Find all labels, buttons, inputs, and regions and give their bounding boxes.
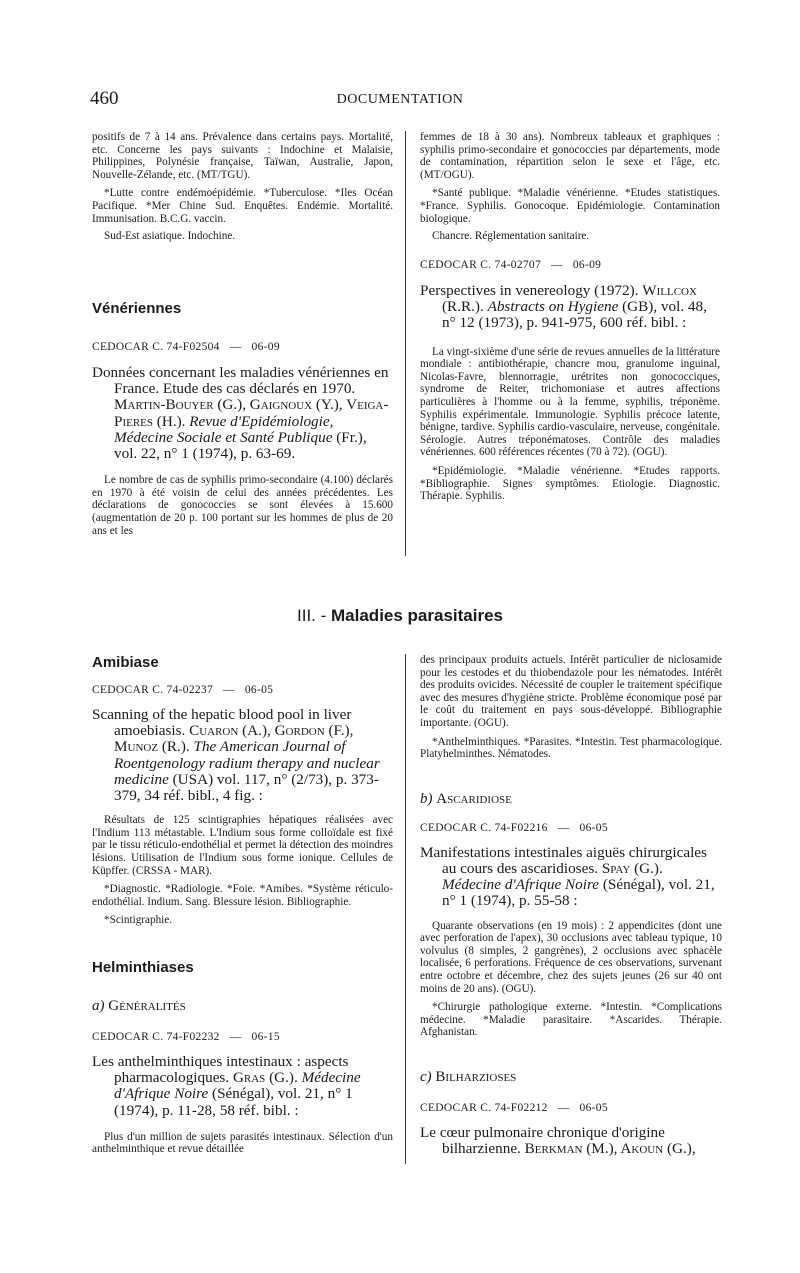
subsection-name: Bilharzioses bbox=[435, 1068, 517, 1085]
section-title-helminthiases: Helminthiases bbox=[92, 958, 194, 976]
top-right-column bbox=[420, 131, 720, 243]
part-number: III. - bbox=[297, 606, 327, 625]
ref-label: CEDOCAR C. 74-02707 bbox=[420, 259, 542, 271]
entry-title bbox=[92, 365, 393, 462]
ref-label: CEDOCAR C. 74-F02504 bbox=[92, 341, 220, 353]
subsection-name: Ascaridiose bbox=[436, 790, 512, 807]
tags: Chancre. Réglementation sanitaire. bbox=[432, 230, 590, 243]
keywords: *Anthelminthiques. *Parasites. *Intestin. Test pharmacologique. Platyhelminthes. Nématodes. bbox=[420, 735, 722, 761]
ref-code: 06-15 bbox=[251, 1030, 280, 1043]
title-authors: Martin-Bouyer (G.), Gaignoux (Y.), Veiga-Pieres (H.). bbox=[114, 396, 389, 430]
title-authors: Cuaron (A.), Gordon (F.), Munoz (R.). bbox=[114, 722, 354, 756]
ref-code: 06-05 bbox=[579, 1101, 608, 1114]
title-text: Données concernant les maladies vénériennes en France. Etude des cas déclarés en 1970. bbox=[92, 364, 389, 398]
ref-dash: — bbox=[551, 259, 563, 271]
entry-abstract: Le nombre de cas de syphilis primo-secondaire (4.100) déclarés en 1970 à été voisin de celui des années précédentes. Les déclarations de gonococcies se sont élevées à 15.600 (augmentation de 20 p. 100 portant sur les hommes de plus de 20 ans et les bbox=[92, 474, 393, 537]
ref-code: 06-05 bbox=[244, 684, 274, 696]
keywords: *Chirurgie pathologique externe. *Intestin. *Complications médecine. *Maladie parasitaire. *Ascarides. Thérapie. Afghanistan. bbox=[420, 1001, 722, 1039]
entry-title bbox=[420, 1125, 722, 1157]
entry-reference bbox=[420, 1102, 722, 1114]
top-left-entry bbox=[92, 341, 393, 537]
ref-dash: — bbox=[557, 1101, 570, 1114]
subsection-heading bbox=[92, 998, 393, 1015]
title-text: Scanning of the hepatic blood pool in liver amoebiasis. bbox=[92, 706, 352, 740]
continued-abstract: des principaux produits actuels. Intérêt particulier de niclosamide pour les cestodes et du thiobendazole pour les nématodes. Intérêt des produits ovicides. Nécessité de coupler le traitement spécifique avec des mesures d'hygiène stricte. Problème économique posé par le coût du traitement en pays sous-développé. Bibliographie importante. (OGU). bbox=[420, 654, 722, 729]
entry-title bbox=[420, 845, 722, 910]
subsection-letter: c) bbox=[420, 1068, 432, 1085]
title-text: Manifestations intestinales aiguës chirurgicales au cours des ascaridioses. bbox=[420, 843, 707, 877]
title-citation: (Fr.), vol. 22, n° 1 (1974), p. 63-69. bbox=[114, 428, 367, 463]
part-name: Maladies parasitaires bbox=[331, 606, 503, 625]
tags: Sud-Est asiatique. Indochine. bbox=[104, 230, 236, 243]
title-journal: Abstracts on Hygiene bbox=[487, 298, 619, 316]
ref-dash: — bbox=[229, 341, 242, 353]
keywords: *Diagnostic. *Radiologie. *Foie. *Amibes. *Système réticulo-endothélial. Indium. Sang. Blessure lésion. Bibliographie. bbox=[92, 883, 393, 908]
title-authors: Gras (G.). bbox=[232, 1069, 298, 1087]
title-text: Perspectives in venereology (1972). bbox=[420, 282, 639, 299]
column-divider-top bbox=[405, 131, 406, 556]
keywords: *Lutte contre endémoépidémie. *Tuberculose. *Iles Océan Pacifique. *Mer Chine Sud. Enquêtes. Endémie. Mortalité. Immunisation. B.C.G. vaccin. bbox=[92, 187, 393, 225]
ref-dash: — bbox=[229, 1030, 242, 1043]
subsection-name: Généralités bbox=[108, 997, 186, 1014]
entry-title bbox=[92, 707, 393, 804]
column-divider-bottom bbox=[405, 654, 406, 1164]
section-title-amoebiasis: Amibiase bbox=[92, 654, 159, 671]
entry-title bbox=[92, 1054, 393, 1119]
bottom-right-column bbox=[420, 654, 722, 1157]
tags: *Scintigraphie. bbox=[104, 914, 173, 927]
entry-abstract: Plus d'un million de sujets parasités intestinaux. Sélection d'un anthelminthique et revue détaillée bbox=[92, 1130, 393, 1156]
ref-dash: — bbox=[557, 821, 570, 834]
top-right-entry bbox=[420, 259, 720, 503]
subsection-letter: b) bbox=[420, 790, 433, 807]
ref-code: 06-09 bbox=[251, 341, 280, 353]
ref-dash: — bbox=[223, 684, 235, 696]
ref-label: CEDOCAR C. 74-F02212 bbox=[420, 1101, 548, 1114]
title-text: Le cœur pulmonaire chronique d'origine bilharzienne. bbox=[420, 1123, 665, 1158]
title-journal: Médecine d'Afrique Noire bbox=[442, 876, 600, 894]
continued-abstract: positifs de 7 à 14 ans. Prévalence dans certains pays. Mortalité, etc. Concerne les pays suivants : Indochine et Malaisie, Philippines, Polynésie française, Taïwan, Australie, Japon, Nouvelle-Zélande, etc. (MT/TGU). bbox=[92, 131, 393, 181]
ref-label: CEDOCAR C. 74-02237 bbox=[92, 684, 214, 696]
entry-reference bbox=[420, 259, 720, 271]
title-authors: Berkman (M.), Akoun (G.), bbox=[524, 1140, 696, 1158]
entry-reference bbox=[92, 1031, 393, 1043]
title-journal: Revue d'Epidémiologie, Médecine Sociale et Santé Publique bbox=[114, 412, 334, 446]
top-left-column bbox=[92, 131, 393, 243]
title-citation: (USA) vol. 117, n° (2/73), p. 373-379, 34 réf. bibl., 4 fig. : bbox=[114, 770, 379, 805]
entry-reference bbox=[92, 341, 393, 353]
ref-code: 06-05 bbox=[579, 821, 608, 834]
section-title: Vénériennes bbox=[92, 300, 182, 317]
title-authors: Willcox (R.R.). bbox=[442, 282, 697, 316]
part-title bbox=[0, 606, 800, 626]
title-authors: Spay (G.). bbox=[601, 859, 663, 877]
entry-abstract: Résultats de 125 scintigraphies hépatiques réalisées avec l'Indium 113 métastable. L'Indium sous forme colloïdale est fixé par le tissu réticulo-endothélial et permet la détection des moindres lésions. Utilisation de l'Indium sous forme ionique. Cellules de Küpffer. (CRSSA - MAR). bbox=[92, 814, 393, 877]
title-citation: (GB), vol. 48, n° 12 (1973), p. 941-975, 600 réf. bibl. : bbox=[442, 298, 707, 332]
title-citation: (Sénégal), vol. 21, n° 1 (1974), p. 11-28, 58 réf. bibl. : bbox=[114, 1085, 353, 1119]
title-citation: (Sénégal), vol. 21, n° 1 (1974), p. 55-58 : bbox=[442, 876, 715, 910]
entry-reference bbox=[92, 684, 393, 696]
ref-label: CEDOCAR C. 74-F02232 bbox=[92, 1030, 220, 1043]
title-journal: The American Journal of Roentgenology radium therapy and nuclear medicine bbox=[114, 738, 380, 788]
page-number: 460 bbox=[90, 88, 119, 109]
running-head: DOCUMENTATION bbox=[336, 92, 464, 107]
continued-abstract: femmes de 18 à 30 ans). Nombreux tableaux et graphiques : syphilis primo-secondaire et gonococcies par départements, mode de contamination, répartition selon le sexe et l'âge, etc. (MT/OGU). bbox=[420, 131, 720, 181]
keywords: *Santé publique. *Maladie vénérienne. *Etudes statistiques. *France. Syphilis. Gonocoque. Epidémiologie. Contamination biologique. bbox=[420, 187, 720, 225]
subsection-heading bbox=[420, 791, 722, 808]
entry-reference bbox=[420, 822, 722, 834]
title-text: Les anthelminthiques intestinaux : aspects pharmacologiques. bbox=[92, 1052, 349, 1087]
entry-abstract: Quarante observations (en 19 mois) : 2 appendicites (dont une avec perforation de l'apex), 30 occlusions avec tableau typique, 10 volvulus (8 simples, 2 gangrènes), 2 occlusions avec sphacèle localisée, 6 perforations. Fréquence de ces observations, survenant entre octobre et décembre, chez des sujets jeunes (26 sur 40 ont moins de 20 ans). (OGU). bbox=[420, 919, 722, 995]
ref-code: 06-09 bbox=[572, 259, 602, 271]
keywords: *Epidémiologie. *Maladie vénérienne. *Etudes rapports. *Bibliographie. Signes symptômes. Etiologie. Diagnostic. Thérapie. Syphilis. bbox=[420, 464, 720, 503]
subsection-letter: a) bbox=[92, 997, 105, 1014]
subsection-heading bbox=[420, 1069, 722, 1086]
bottom-left-column bbox=[92, 654, 393, 1156]
ref-label: CEDOCAR C. 74-F02216 bbox=[420, 821, 548, 834]
title-journal: Médecine d'Afrique Noire bbox=[114, 1069, 361, 1103]
entry-title bbox=[420, 283, 720, 332]
entry-abstract: La vingt-sixième d'une série de revues annuelles de la littérature mondiale : antibiothérapie, chancre mou, granulome inguinal, Nicolas-Favre, blennorragie, urétrites non gonococciques, syndrome de Reiter, trichomoniase et autres affections particulières à l'homme ou à la femme, syphilis, tréponème. Syphilis expérimentale. Immunologie. Syphilis précoce latente, bénigne, tardive. Syphilis cardio-vasculaire, nerveuse, congénitale. Sérologie. Autres tréponématoses. Contrôle des maladies vénériennes. 600 références récentes (70 à 72). (OGU). bbox=[420, 345, 720, 459]
section-heading-venereal bbox=[92, 300, 181, 317]
